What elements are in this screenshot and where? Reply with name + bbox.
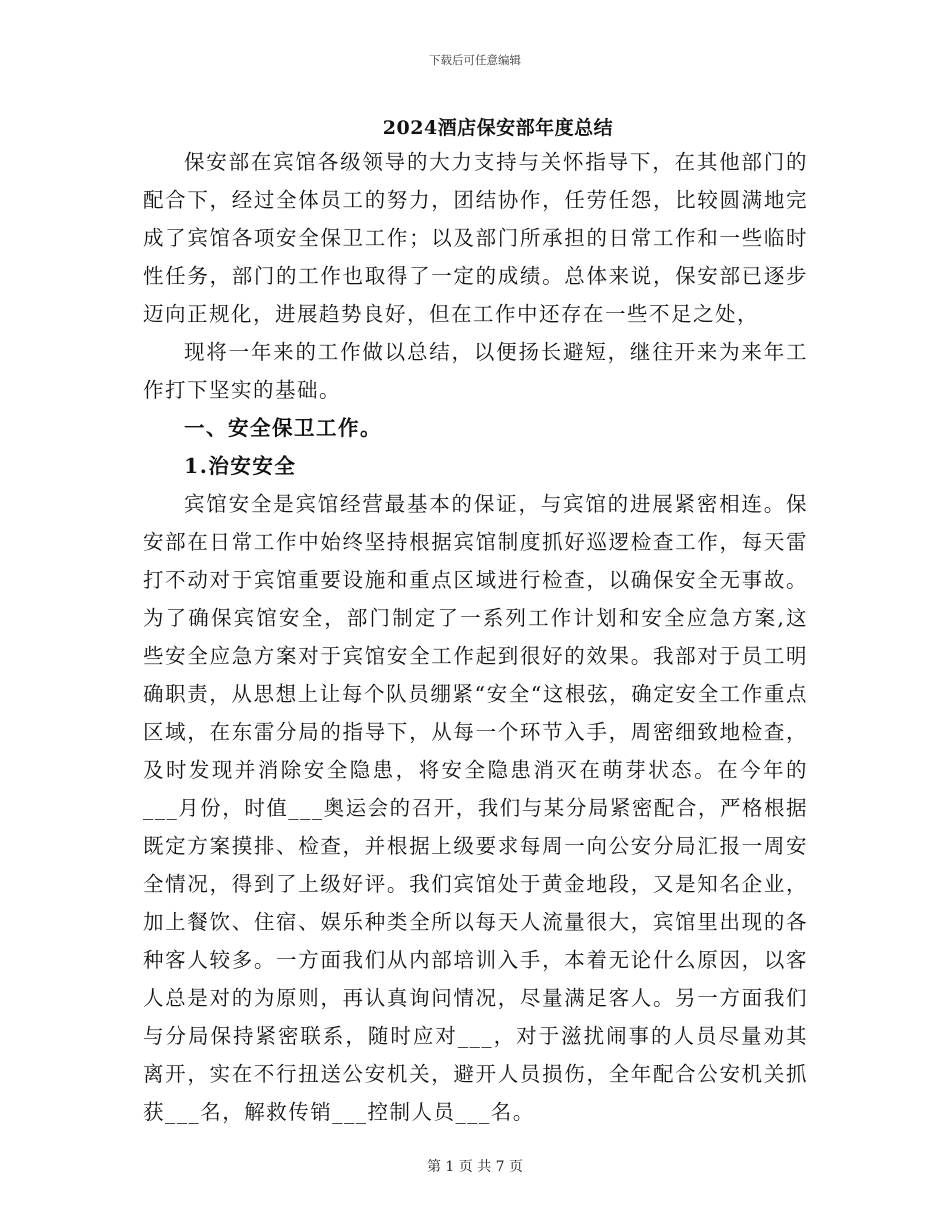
section-heading: 一、安全保卫工作。	[184, 416, 382, 440]
page-footer: 第 1 页 共 7 页	[426, 1159, 524, 1175]
paragraph-summary: 现将一年来的工作做以总结，以便扬长避短，继往开来为来年工作打下坚实的基础。	[143, 340, 808, 402]
document-title: 2024酒店保安部年度总结	[382, 117, 614, 139]
document-body	[143, 143, 808, 1131]
paragraph-security: 宾馆安全是宾馆经营最基本的保证，与宾馆的进展紧密相连。保安部在日常工作中始终坚持根据宾馆制度抓好巡逻检查工作，每天雷打不动对于宾馆重要设施和重点区域进行检查，以确保安全无事故。为了确保宾馆安全，部门制定了一系列工作计划和安全应急方案,这些安全应急方案对于宾馆安全工作起到很好的效果。我部对于员工明确职责，从思想上让每个队员绷紧“安全“这根弦，确定安全工作重点区域，在东雷分局的指导下，从每一个环节入手，周密细致地检查，及时发现并消除安全隐患，将安全隐患消灭在萌芽状态。在今年的___月份，时值___奥运会的召开，我们与某分局紧密配合，严格根据既定方案摸排、检查，并根据上级要求每周一向公安分局汇报一周安全情况，得到了上级好评。我们宾馆处于黄金地段，又是知名企业，加上餐饮、住宿、娱乐种类全所以每天人流量很大，宾馆里出现的各种客人较多。一方面我们从内部培训入手，本着无论什么原因，以客人总是对的为原则，再认真询问情况，尽量满足客人。另一方面我们与分局保持紧密联系，随时应对___，对于滋扰闹事的人员尽量劝其离开，实在不行扭送公安机关，避开人员损伤，全年配合公安机关抓获___名，解救传销___控制人员___名。	[143, 492, 808, 1124]
header-note: 下载后可任意编辑	[429, 53, 521, 67]
paragraph-intro: 保安部在宾馆各级领导的大力支持与关怀指导下，在其他部门的配合下，经过全体员工的努力，团结协作，任劳任怨，比较圆满地完成了宾馆各项安全保卫工作；以及部门所承担的日常工作和一些临时性任务，部门的工作也取得了一定的成绩。总体来说，保安部已逐步迈向正规化，进展趋势良好，但在工作中还存在一些不足之处，	[143, 150, 808, 326]
subsection-heading: 1.治安安全	[184, 454, 297, 478]
